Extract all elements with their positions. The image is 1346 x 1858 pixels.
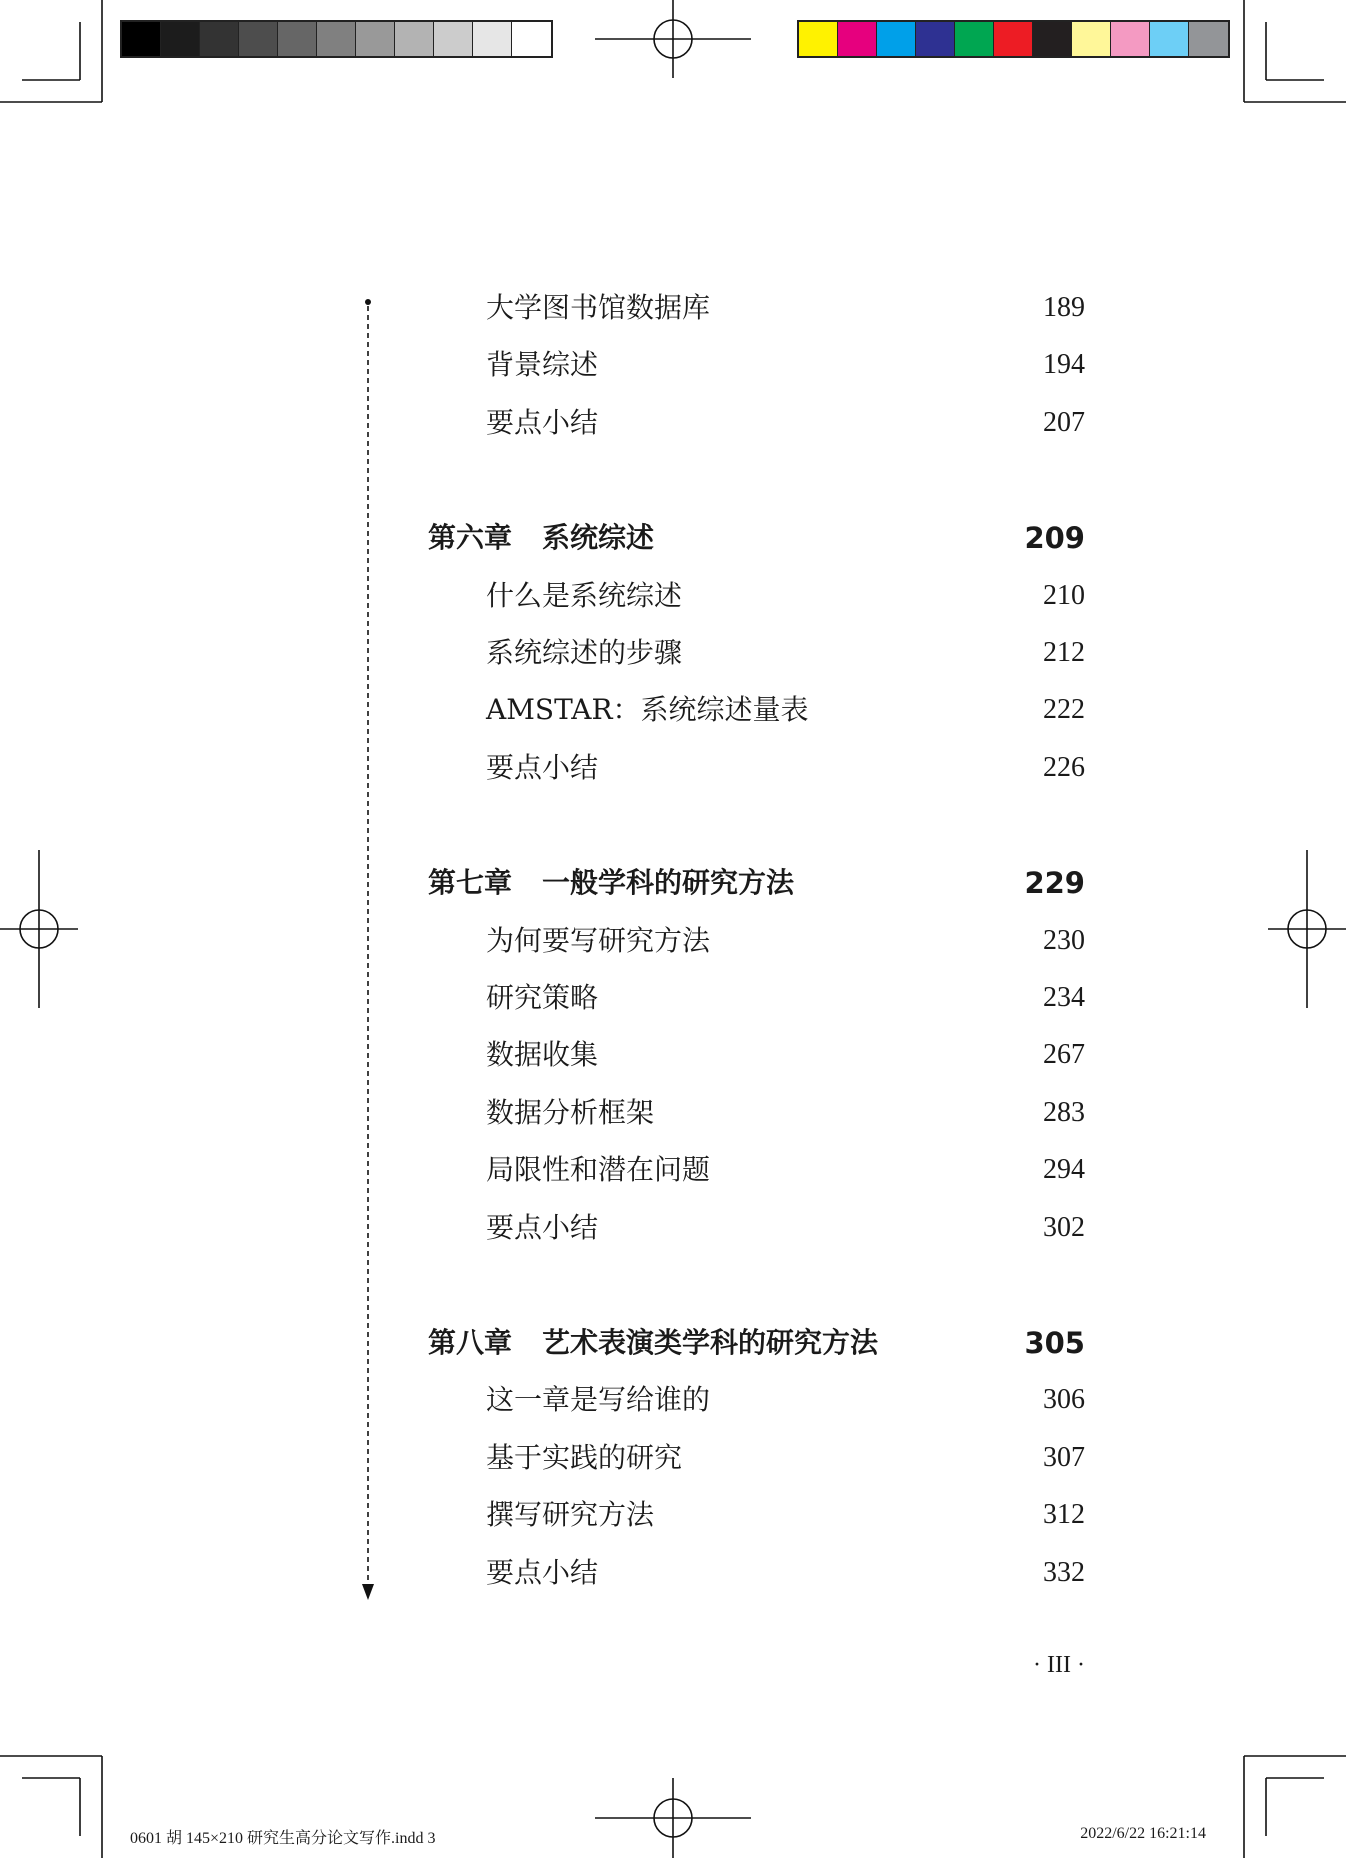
color-swatch	[1072, 22, 1111, 56]
toc-entry-row	[428, 746, 1085, 790]
toc-entry-row	[428, 1148, 1085, 1192]
print-slug-file: 0601 胡 145×210 研究生高分论文写作.indd 3	[130, 1830, 436, 1847]
toc-entry-row	[428, 574, 1085, 618]
toc-entry-title: 这一章是写给谁的	[486, 1383, 711, 1417]
toc-entry-row	[428, 286, 1085, 330]
color-swatch	[1189, 22, 1228, 56]
color-swatch	[1150, 22, 1189, 56]
toc-page-number: 207	[1043, 406, 1085, 438]
toc-entry-row	[428, 919, 1085, 963]
toc-entry-title: 系统综述的步骤	[486, 636, 683, 669]
toc-page-number: 332	[1043, 1556, 1085, 1588]
color-swatch	[799, 22, 838, 56]
toc-entry-row	[428, 1033, 1085, 1077]
toc-chapter-row	[428, 1321, 1085, 1365]
color-swatch	[877, 22, 916, 56]
toc-entry-title: 数据分析框架	[486, 1095, 655, 1129]
color-swatch	[955, 22, 994, 56]
toc-entry-title: 撰写研究方法	[486, 1498, 655, 1532]
toc-page-number: 210	[1043, 579, 1085, 611]
color-swatch	[994, 22, 1033, 56]
color-swatch	[1111, 22, 1150, 56]
toc-chapter-row	[428, 861, 1085, 905]
grayscale-calibration-bar	[120, 20, 553, 58]
toc-page-number: 194	[1043, 349, 1085, 381]
toc-page-number: 283	[1043, 1096, 1085, 1128]
toc-chapter-label: 一般学科的研究方法	[542, 866, 795, 900]
toc-page-number: 229	[1024, 866, 1085, 901]
gray-swatch	[239, 22, 278, 56]
toc-entry-row	[428, 1091, 1085, 1135]
toc-entry-row	[428, 1493, 1085, 1537]
toc-entry-title: 背景综述	[486, 348, 599, 382]
toc-page-number: 230	[1043, 924, 1085, 956]
toc-entry-title: AMSTAR：系统综述量表	[486, 693, 809, 727]
toc-entry-row	[428, 631, 1085, 675]
gray-swatch	[200, 22, 239, 56]
toc-entry-row	[428, 1206, 1085, 1250]
toc-chapter-title	[428, 516, 654, 560]
toc-entry-row	[428, 343, 1085, 387]
gray-swatch	[434, 22, 473, 56]
toc-page-number: 212	[1043, 637, 1085, 668]
gray-swatch	[161, 22, 200, 56]
toc-page-number: 234	[1043, 982, 1085, 1013]
toc-entry-title: 要点小结	[486, 750, 599, 784]
toc-page-number: 305	[1024, 1326, 1085, 1360]
gray-swatch	[473, 22, 512, 56]
gray-swatch	[512, 22, 551, 56]
gray-swatch	[122, 22, 161, 56]
color-swatch	[838, 22, 877, 56]
page-folio: · III ·	[1033, 1652, 1085, 1678]
toc-entry-title: 研究策略	[486, 981, 599, 1014]
print-slug-timestamp: 2022/6/22 16:21:14	[1080, 1825, 1206, 1842]
toc-page-number: 189	[1043, 292, 1085, 323]
toc-chapter-title	[428, 861, 794, 905]
toc-entry-title: 要点小结	[486, 405, 599, 439]
toc-entry-row	[428, 976, 1085, 1020]
toc-entry-title: 基于实践的研究	[486, 1440, 683, 1474]
toc-page-number: 222	[1043, 694, 1085, 726]
toc-entry-title: 数据收集	[486, 1038, 599, 1072]
toc-page-number: 306	[1043, 1384, 1085, 1416]
toc-entry-title: 大学图书馆数据库	[486, 291, 711, 324]
gray-swatch	[278, 22, 317, 56]
toc-page-number: 312	[1043, 1499, 1085, 1531]
gray-swatch	[356, 22, 395, 56]
toc-entry-row	[428, 1436, 1085, 1480]
toc-entry-title: 为何要写研究方法	[486, 923, 711, 957]
toc-chapter-number: 第六章	[428, 521, 513, 555]
toc-chapter-label: 系统综述	[542, 521, 655, 555]
toc-chapter-number: 第八章	[428, 1326, 513, 1359]
toc-chapter-row	[428, 516, 1085, 560]
toc-entry-title: 什么是系统综述	[486, 578, 683, 612]
gray-swatch	[317, 22, 356, 56]
toc-page-number: 226	[1043, 751, 1085, 783]
toc-entry-row	[428, 1551, 1085, 1595]
toc-entry-row	[428, 688, 1085, 732]
toc-entry-title: 要点小结	[486, 1210, 599, 1244]
toc-chapter-number: 第七章	[428, 866, 513, 900]
toc-entry-title: 要点小结	[486, 1555, 599, 1589]
color-swatch	[1033, 22, 1072, 56]
toc-entry-row	[428, 401, 1085, 445]
toc-page-number: 307	[1043, 1441, 1085, 1473]
toc-page-number: 209	[1024, 521, 1085, 556]
gray-swatch	[395, 22, 434, 56]
toc-chapter-label: 艺术表演类学科的研究方法	[542, 1326, 879, 1359]
toc-page-number: 302	[1043, 1211, 1085, 1243]
toc-page-number: 294	[1043, 1154, 1085, 1186]
color-calibration-bar	[797, 20, 1230, 58]
toc-entry-title: 局限性和潜在问题	[486, 1153, 711, 1187]
toc-chapter-title	[428, 1321, 878, 1365]
toc-continuation-arrow	[362, 298, 374, 1600]
toc-page-number: 267	[1043, 1039, 1085, 1071]
color-swatch	[916, 22, 955, 56]
toc-entry-row	[428, 1378, 1085, 1422]
